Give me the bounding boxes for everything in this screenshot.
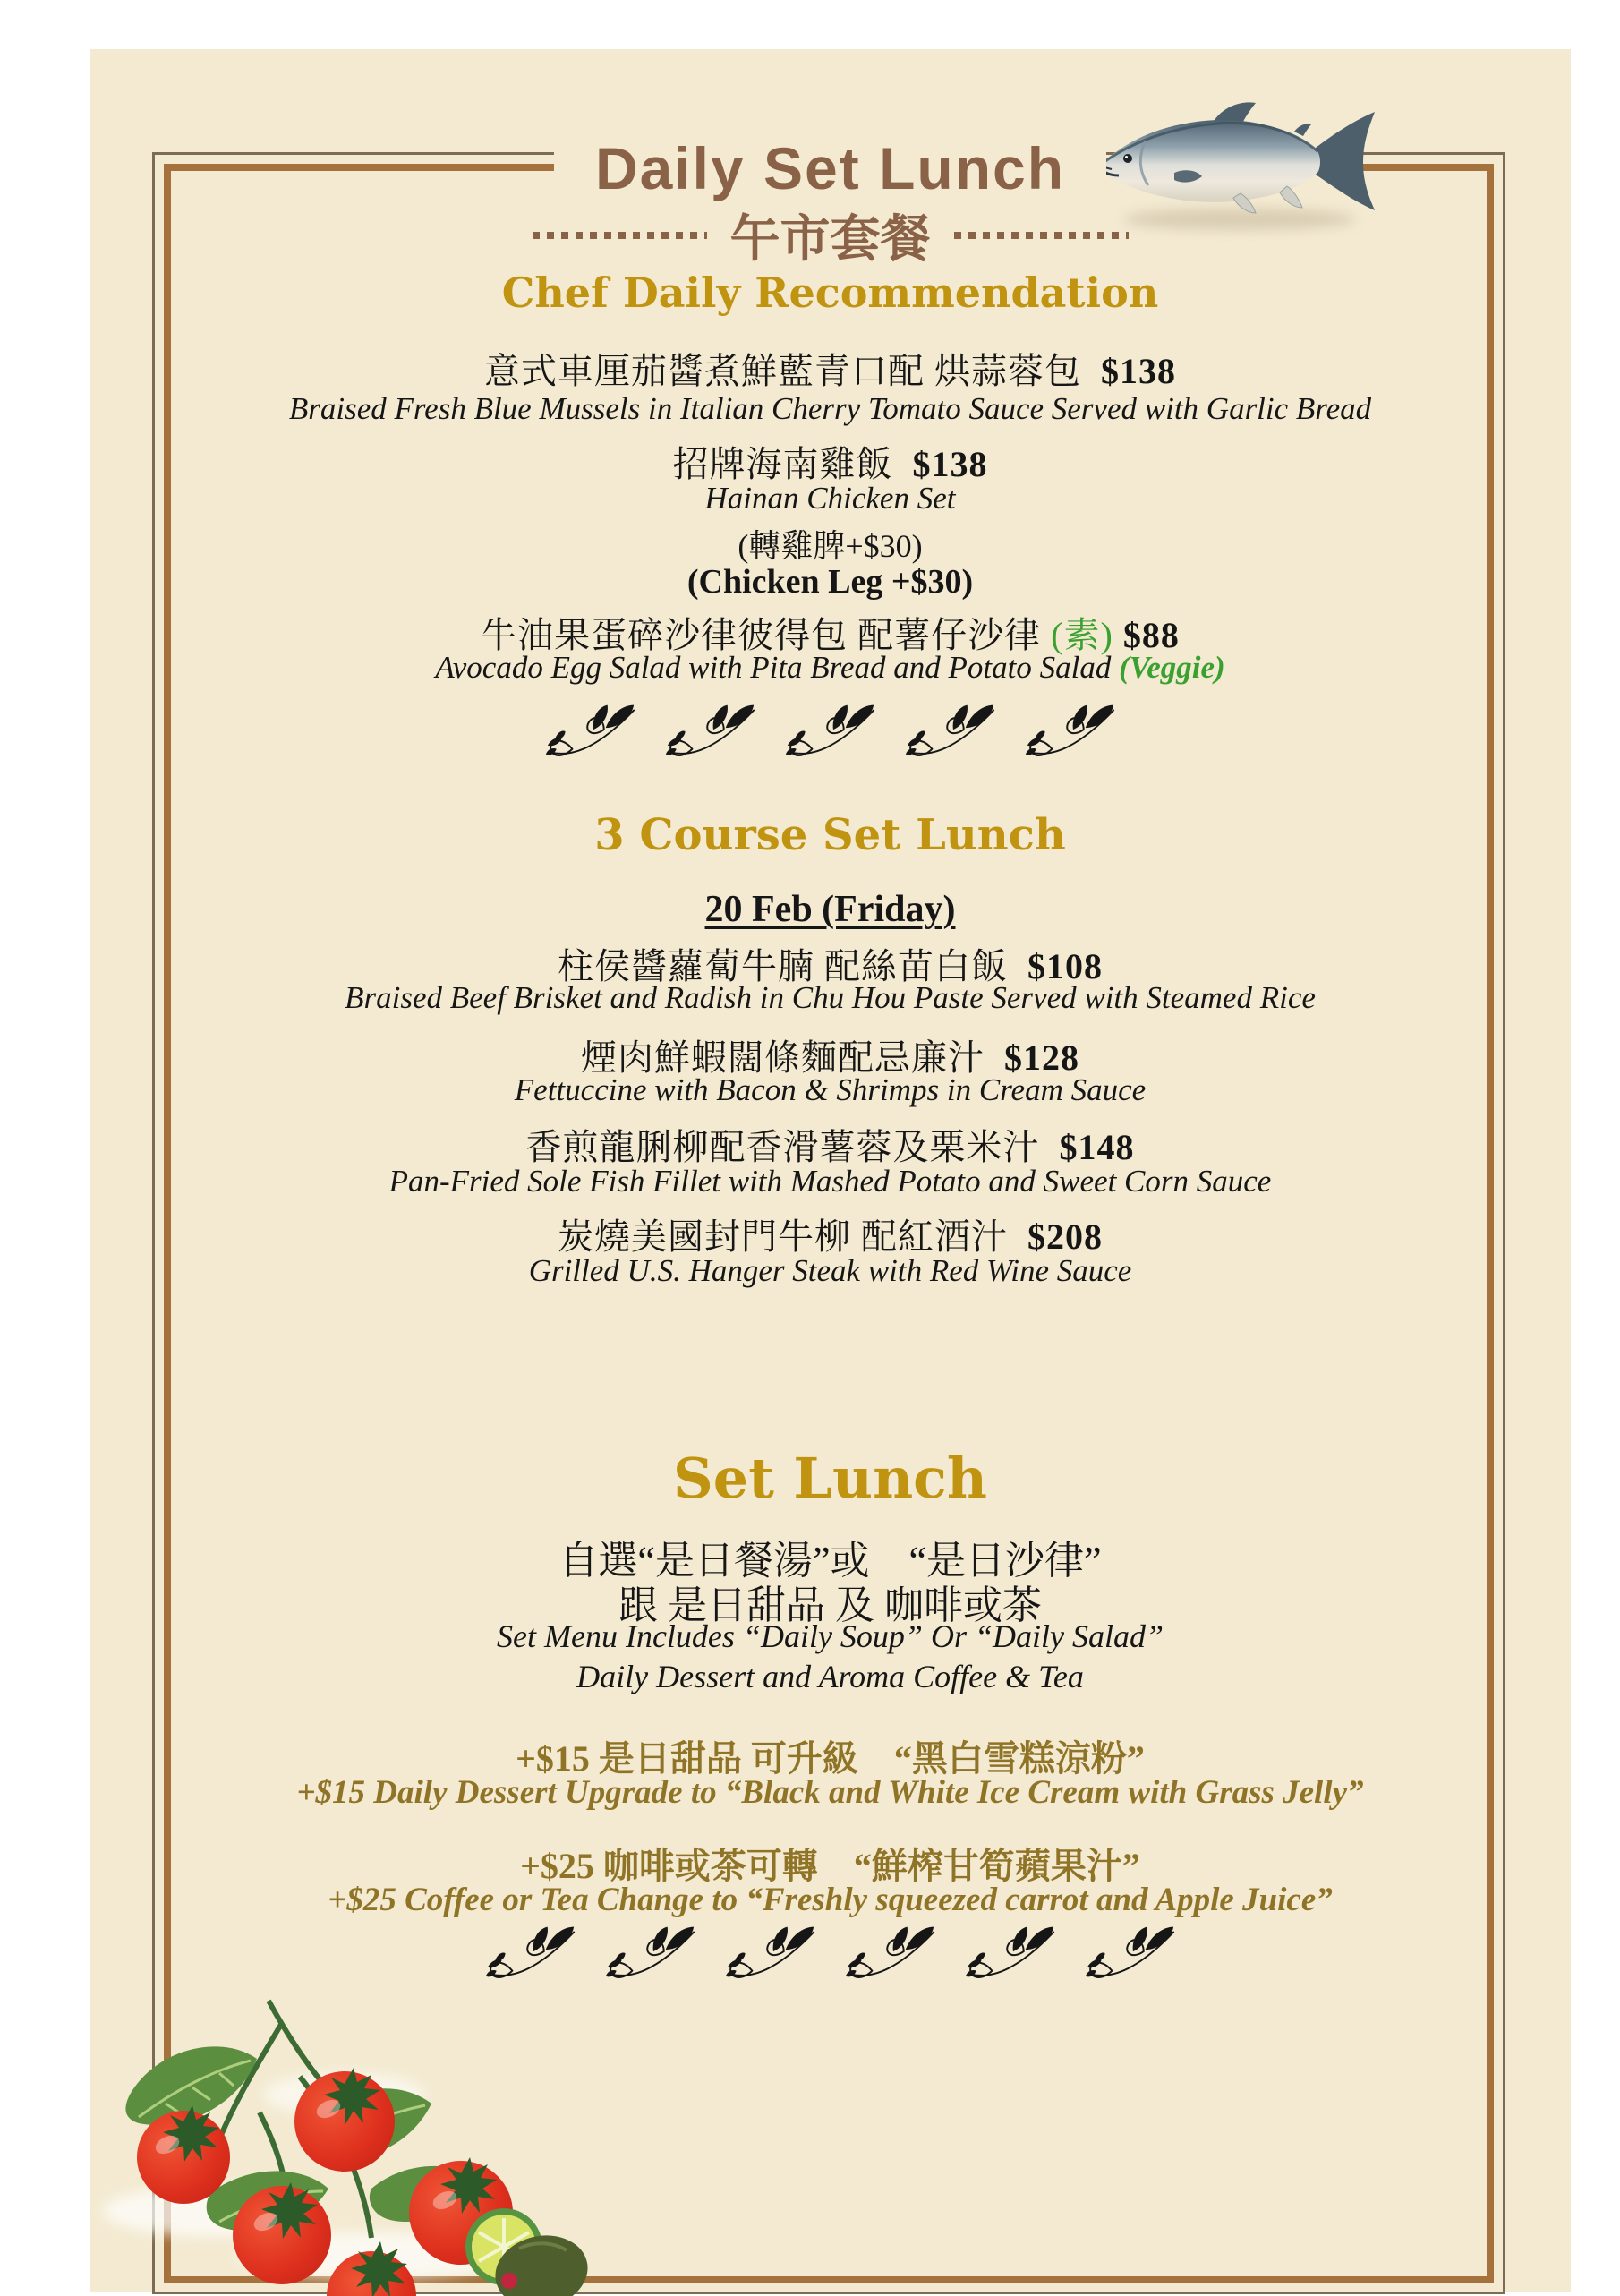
dotted-rule-right — [954, 232, 1129, 239]
set-lunch-includes-zh: 跟 是日甜品 及 咖啡或茶 — [618, 1583, 1042, 1627]
dish-name-zh: 招牌海南雞飯 $138 — [672, 444, 988, 484]
page-subtitle-row — [90, 200, 1571, 271]
vine-flourish-ornament-icon — [962, 1925, 1059, 1987]
vine-flourish-ornament-icon — [722, 1925, 819, 1987]
dish-price: $88 — [1122, 615, 1180, 655]
veggie-tag-zh: (素) — [1051, 615, 1113, 655]
dish-name-zh: 香煎龍脷柳配香滑薯蓉及栗米汁 $148 — [525, 1127, 1135, 1167]
dish-name-zh: 炭燒美國封門牛柳 配紅酒汁 $208 — [558, 1216, 1103, 1257]
upgrade-option-zh: +$15 是日甜品 可升級 “黑白雪糕涼粉” — [516, 1738, 1145, 1779]
dish-price: $138 — [1101, 351, 1176, 391]
cherry-tomatoes-lime-olive-illustration-icon — [76, 1987, 591, 2296]
dish-name-en: Grilled U.S. Hanger Steak with Red Wine Sauce — [528, 1253, 1132, 1288]
vine-flourish-ornament-icon — [902, 703, 999, 765]
dish-name-zh: 煙肉鮮蝦闊條麵配忌廉汁 $128 — [581, 1037, 1079, 1078]
three-course-heading: 3 Course Set Lunch — [594, 810, 1066, 860]
dish-price: $128 — [1004, 1037, 1079, 1078]
set-lunch-includes-en: Set Menu Includes “Daily Soup” Or “Daily Salad” — [497, 1618, 1164, 1654]
vine-flourish-ornament-icon — [662, 703, 759, 765]
upgrade-option-zh: +$25 咖啡或茶可轉 “鮮榨甘筍蘋果汁” — [520, 1846, 1140, 1886]
upgrade-option-en: +$25 Coffee or Tea Change to “Freshly squeezed carrot and Apple Juice” — [328, 1882, 1333, 1918]
dish-price: $148 — [1059, 1127, 1135, 1167]
dish-name-en: Fettuccine with Bacon & Shrimps in Cream Sauce — [514, 1072, 1147, 1107]
dish-price: $208 — [1027, 1216, 1103, 1257]
date-label: 20 Feb (Friday) — [704, 889, 956, 930]
dish-name-en: Hainan Chicken Set — [704, 481, 956, 516]
vine-flourish-ornament-icon — [1022, 703, 1119, 765]
dish-note-en: (Chicken Leg +$30) — [686, 563, 974, 601]
set-lunch-heading: Set Lunch — [672, 1446, 988, 1511]
dish-price: $138 — [912, 444, 988, 484]
vine-flourish-ornament-icon — [782, 703, 879, 765]
dish-name-zh: 意式車厘茄醬煮鮮藍青口配 烘蒜蓉包 $138 — [484, 351, 1176, 391]
dotted-rule-left — [533, 232, 707, 239]
vine-flourish-ornament-icon — [842, 1925, 939, 1987]
dish-name-en: Braised Fresh Blue Mussels in Italian Cherry Tomato Sauce Served with Garlic Bread — [288, 391, 1372, 426]
upgrade-option-en: +$15 Daily Dessert Upgrade to “Black and White Ice Cream with Grass Jelly” — [296, 1774, 1364, 1811]
flourish-divider — [90, 703, 1571, 765]
flourish-divider — [90, 1925, 1571, 1987]
page-title: Daily Set Lunch — [554, 134, 1106, 202]
vine-flourish-ornament-icon — [1082, 1925, 1179, 1987]
dish-name-zh: 牛油果蛋碎沙律彼得包 配薯仔沙律 (素) $88 — [481, 615, 1180, 655]
dish-price: $108 — [1027, 946, 1103, 986]
page-subtitle-zh: 午市套餐 — [729, 212, 931, 268]
dish-note-zh: (轉雞脾+$30) — [738, 528, 923, 564]
set-lunch-includes-zh: 自選“是日餐湯”或 “是日沙律” — [558, 1539, 1102, 1583]
page-title-row — [90, 134, 1571, 202]
dish-name-zh: 柱侯醬蘿蔔牛腩 配絲苗白飯 $108 — [558, 946, 1103, 986]
set-lunch-includes-en: Daily Dessert and Aroma Coffee & Tea — [576, 1659, 1084, 1694]
dish-name-en: Pan-Fried Sole Fish Fillet with Mashed Potato and Sweet Corn Sauce — [388, 1164, 1272, 1199]
menu-page — [90, 49, 1571, 2292]
dish-name-en: Avocado Egg Salad with Pita Bread and Potato Salad (Veggie) — [435, 650, 1225, 685]
veggie-tag-en: (Veggie) — [1119, 650, 1225, 685]
vine-flourish-ornament-icon — [482, 1925, 579, 1987]
vine-flourish-ornament-icon — [542, 703, 639, 765]
dish-name-en: Braised Beef Brisket and Radish in Chu Hou Paste Served with Steamed Rice — [345, 980, 1316, 1015]
chef-section-heading: Chef Daily Recommendation — [501, 269, 1159, 317]
vine-flourish-ornament-icon — [602, 1925, 699, 1987]
